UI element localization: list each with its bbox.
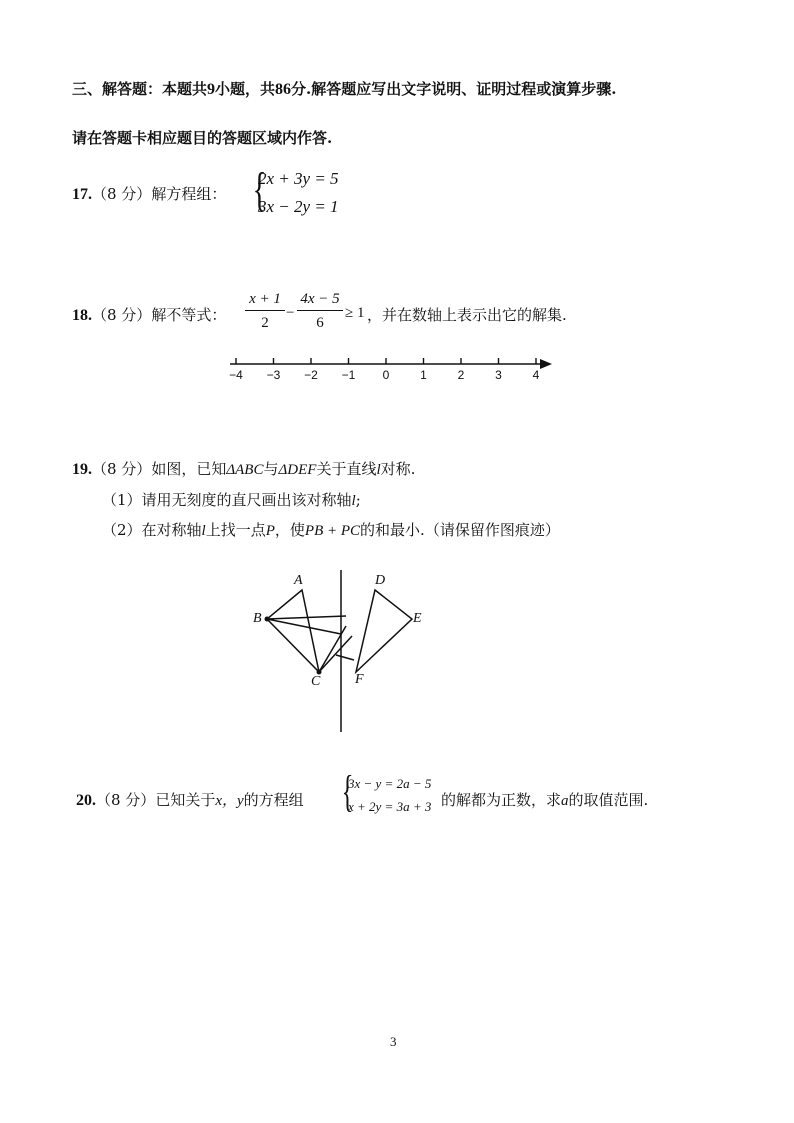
- question-18: [72, 304, 226, 325]
- heading-count: 9: [207, 81, 216, 98]
- question-20: [76, 789, 304, 810]
- number-line-tick-label: 0: [382, 368, 390, 382]
- q19-sub2-a: （2）在对称轴: [102, 521, 202, 539]
- q19-sub2-d: 的和最小.（请保留作图痕迹）: [360, 521, 560, 539]
- q19-sub2-expr: PB + PC: [304, 523, 361, 539]
- q18-number: 18.: [72, 307, 92, 324]
- q19-triangle-def: ΔDEF: [278, 462, 317, 478]
- q18-fraction-2: [297, 291, 343, 332]
- q20-tail: [441, 789, 648, 810]
- number-line: [0, 350, 794, 410]
- q18-fraction-1: [245, 291, 285, 332]
- construction-line-bc: [267, 616, 346, 619]
- q20-brace: {: [341, 767, 354, 816]
- number-line-tick-label: −1: [341, 368, 356, 382]
- q18-text: 解不等式：: [151, 306, 227, 324]
- q20-eq1: 3x − y = 2a − 5: [348, 776, 432, 791]
- q18-score: （8 分）: [92, 306, 152, 324]
- q18-minus: −: [286, 305, 295, 321]
- q19-text-d: 对称.: [380, 460, 416, 478]
- q19-number: 19.: [72, 461, 92, 478]
- symmetry-figure: [0, 560, 794, 760]
- q19-text-a: 如图，已知: [151, 460, 227, 478]
- q19-sub2-l: l: [201, 523, 206, 539]
- section-heading: [72, 78, 616, 99]
- question-17: [72, 183, 226, 204]
- label-c: C: [311, 674, 321, 689]
- construction-line-c-f: [336, 655, 354, 660]
- section-instruction: 请在答题卡相应题目的答题区域内作答.: [72, 129, 333, 147]
- q19-line-l: l: [376, 462, 381, 478]
- triangle-abc: [267, 590, 319, 672]
- number-line-tick-label: 4: [532, 368, 540, 382]
- q19-subquestion-2: [102, 519, 560, 540]
- number-line-tick-label: −2: [304, 368, 318, 382]
- page-number: 3: [390, 1034, 397, 1049]
- label-e: E: [413, 611, 422, 626]
- label-f: F: [355, 672, 364, 687]
- heading-suffix: 分.解答题应写出文字说明、证明过程或演算步骤.: [291, 80, 617, 98]
- construction-line-c-ray-2: [319, 636, 352, 672]
- q20-score: （8 分）: [96, 791, 156, 809]
- number-line-tick-label: −4: [229, 368, 243, 382]
- heading-prefix: 三、解答题：本题共: [72, 80, 208, 98]
- q19-text-c: 关于直线: [316, 460, 377, 478]
- q20-var-a: a: [561, 793, 569, 809]
- heading-points: 86: [275, 81, 292, 98]
- number-line-tick-label: −3: [266, 368, 281, 382]
- label-b: B: [253, 611, 262, 626]
- construction-line-b-mid: [267, 619, 341, 634]
- q20-vars: x，y: [215, 793, 244, 809]
- q20-text-d: 的取值范围.: [568, 791, 649, 809]
- q18-frac1-denominator: 2: [245, 310, 285, 332]
- heading-mid: 小题，共: [215, 80, 276, 98]
- q20-text-a: 已知关于: [155, 791, 216, 809]
- number-line-tick-label: 3: [495, 368, 502, 382]
- q19-sub2-b: 上找一点: [205, 521, 266, 539]
- q19-sub2-c: ，使: [274, 521, 305, 539]
- q20-number: 20.: [76, 792, 96, 809]
- point-b-dot: [265, 617, 270, 622]
- q17-number: 17.: [72, 186, 92, 203]
- q19-score: （8 分）: [92, 460, 152, 478]
- q17-text: 解方程组：: [151, 185, 227, 203]
- number-line-tick-label: 2: [457, 368, 465, 382]
- q18-frac1-numerator: x + 1: [249, 291, 281, 307]
- q19-subquestion-1: [102, 489, 361, 510]
- number-line-arrow: [540, 359, 552, 369]
- q17-score: （8 分）: [92, 185, 152, 203]
- question-19: [72, 458, 415, 479]
- q18-frac2-denominator: 6: [297, 310, 343, 332]
- q19-sub1-end: ;: [355, 491, 361, 509]
- q17-eq2: 3x − 2y = 1: [258, 197, 339, 216]
- q18-tail: ，并在数轴上表示出它的解集.: [367, 306, 567, 324]
- triangle-def: [356, 590, 412, 672]
- q19-triangle-abc: ΔABC: [226, 462, 264, 478]
- q18-frac2-numerator: 4x − 5: [300, 291, 340, 307]
- label-a: A: [294, 573, 303, 588]
- q19-sub1-l: l: [351, 493, 356, 509]
- q19-sub2-p: P: [265, 523, 275, 539]
- q20-text-b: 的方程组: [243, 791, 304, 809]
- q17-brace: {: [252, 163, 267, 216]
- number-line-tick-label: 1: [420, 368, 427, 382]
- q20-eq2: x + 2y = 3a + 3: [348, 799, 432, 814]
- label-d: D: [375, 573, 386, 588]
- q19-sub1-text: （1）请用无刻度的直尺画出该对称轴: [102, 491, 352, 509]
- q19-text-b: 与: [263, 460, 279, 478]
- q20-text-c: 的解都为正数，求: [441, 791, 562, 809]
- q18-relation: ≥ 1: [345, 305, 365, 321]
- q17-eq1: 2x + 3y = 5: [258, 169, 339, 188]
